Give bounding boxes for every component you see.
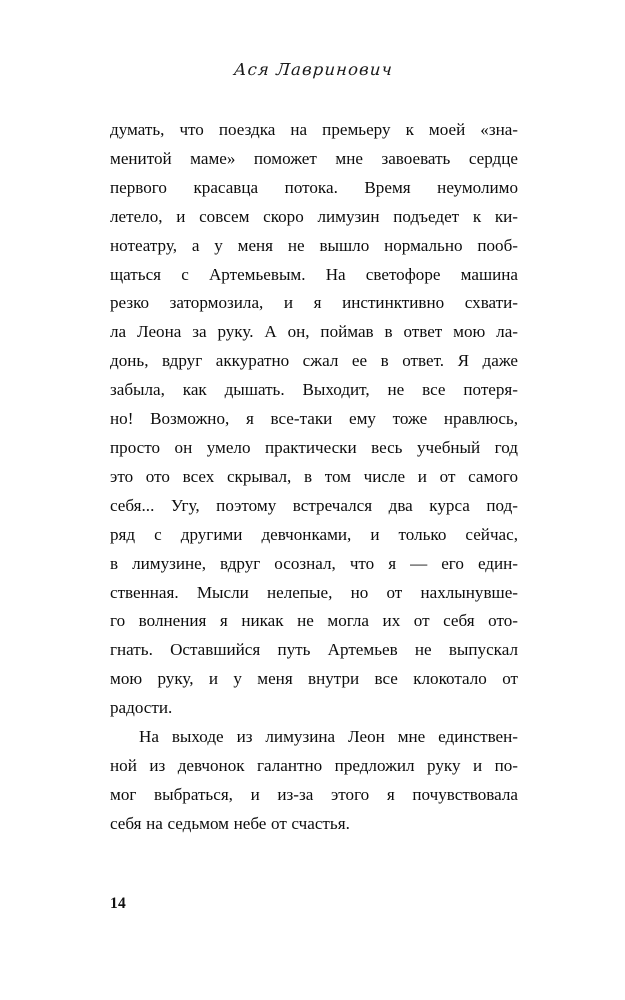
text-line: резко затормозила, и я инстинктивно схвати- xyxy=(110,293,518,313)
paragraph-1 xyxy=(110,116,518,723)
text-line: мою руку, и у меня внутри все клокотало от xyxy=(110,669,518,689)
body-text-block xyxy=(110,116,518,839)
text-line: ла Леона за руку. А он, поймав в ответ мою ла- xyxy=(110,322,518,342)
page-number: 14 xyxy=(110,895,127,912)
text-line: донь, вдруг аккуратно сжал ее в ответ. Я даже xyxy=(110,351,518,371)
text-line: забыла, как дышать. Выходит, не все потеря- xyxy=(110,380,518,400)
text-line: гнать. Оставшийся путь Артемьев не выпускал xyxy=(110,640,518,660)
text-line: На выходе из лимузина Леон мне единствен- xyxy=(139,727,518,747)
text-line: щаться с Артемьевым. На светофоре машина xyxy=(110,264,518,284)
text-line: это ото всех скрывал, в том числе и от самого xyxy=(110,466,518,486)
text-line: первого красавца потока. Время неумолимо xyxy=(110,177,518,197)
text-line: но! Возможно, я все-таки ему тоже нравлюсь, xyxy=(110,409,518,429)
text-line: ряд с другими девчонками, и только сейчас, xyxy=(110,524,518,544)
text-line: го волнения я никак не могла их от себя ото- xyxy=(110,611,518,631)
text-line: ной из девчонок галантно предложил руку и по- xyxy=(110,755,518,775)
text-line: просто он умело практически весь учебный год xyxy=(110,437,518,457)
text-line: себя на седьмом небе от счастья. xyxy=(110,813,350,833)
text-line: менитой маме» поможет мне завоевать сердце xyxy=(110,148,518,168)
text-line: радости. xyxy=(110,698,173,718)
running-head: Ася Лавринович xyxy=(233,60,394,79)
text-line: думать, что поездка на премьеру к моей «зна- xyxy=(110,120,518,139)
paragraph-2 xyxy=(110,723,518,839)
text-line: мог выбраться, и из-за этого я почувствовала xyxy=(110,784,518,804)
text-line: летело, и совсем скоро лимузин подъедет к ки- xyxy=(110,206,518,226)
text-line: себя... Угу, поэтому встречался два курса под- xyxy=(110,495,518,515)
text-line: ственная. Мысли нелепые, но от нахлынувше- xyxy=(110,582,518,602)
text-line: нотеатру, а у меня не вышло нормально пооб- xyxy=(110,235,518,255)
text-line: в лимузине, вдруг осознал, что я — его един- xyxy=(110,553,518,573)
